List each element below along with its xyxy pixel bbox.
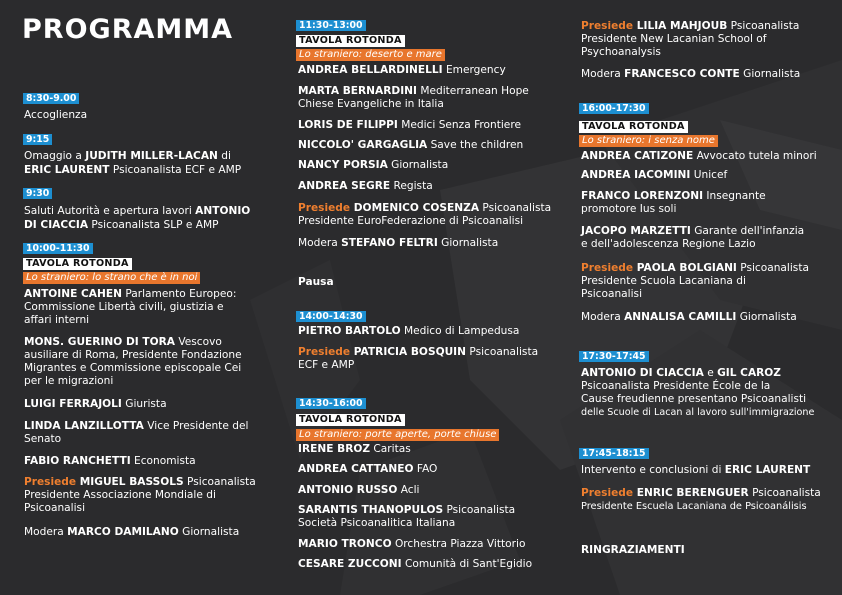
chair-role: Presidente Associazione Mondiale di <box>24 489 216 501</box>
session-text: DI CIACCIA Psicoanalista SLP e AMP <box>24 219 219 231</box>
speaker: MARIO TRONCO Orchestra Piazza Vittorio <box>298 538 526 550</box>
speaker-role: affari interni <box>24 314 90 326</box>
chair: Presiede ENRIC BERENGUER Psicoanalista <box>581 487 821 499</box>
speaker: MONS. GUERINO DI TORA Vescovo <box>24 336 222 348</box>
speaker: ANDREA CATTANEO FAO <box>298 463 438 475</box>
session-text: Saluti Autorità e apertura lavori ANTONIO <box>24 205 251 217</box>
round-table-subtitle: Lo straniero: i senza nome <box>579 135 718 147</box>
session-text: Omaggio a JUDITH MILLER-LACAN di <box>24 150 231 162</box>
time-badge: 14:30-16:00 <box>296 398 366 409</box>
chair-role: Presidente New Lacanian School of <box>581 33 767 45</box>
time-badge: 17:30-17:45 <box>579 351 649 362</box>
speaker-role: Cause freudienne presentano Psicoanalisti <box>581 393 807 405</box>
speaker-role: per le migrazioni <box>24 375 114 387</box>
chair-role: Psychoanalysis <box>581 46 661 58</box>
speaker: ANTONIO RUSSO Acli <box>298 484 420 496</box>
round-table-subtitle: Lo straniero: deserto e mare <box>296 49 445 61</box>
round-table-label: TAVOLA ROTONDA <box>23 258 132 270</box>
time-badge: 9:15 <box>23 134 52 145</box>
time-badge: 17:45-18:15 <box>579 448 649 459</box>
chair: Presiede PATRICIA BOSQUIN Psicoanalista <box>298 346 539 358</box>
round-table-label: TAVOLA ROTONDA <box>296 414 405 426</box>
speaker-role: Società Psicoanalitica Italiana <box>298 517 456 529</box>
speaker: ANTOINE CAHEN Parlamento Europeo: <box>24 288 237 300</box>
chair-role: Presidente Scuola Lacaniana di <box>581 275 746 287</box>
moderator: Modera STEFANO FELTRI Giornalista <box>298 237 499 249</box>
time-badge: 16:00-17:30 <box>579 103 649 114</box>
speaker: MARTA BERNARDINI Mediterranean Hope <box>298 85 529 97</box>
speaker-role: delle Scuole di Lacan al lavoro sull'immigrazione <box>581 407 815 418</box>
round-table-label: TAVOLA ROTONDA <box>296 35 405 47</box>
speaker: FRANCO LORENZONI Insegnante <box>581 190 766 202</box>
page-title: PROGRAMMA <box>22 14 234 45</box>
round-table-subtitle: Lo straniero: lo strano che è in noi <box>23 272 200 284</box>
chair-role: Psicoanalisi <box>581 288 643 300</box>
round-table-label: TAVOLA ROTONDA <box>579 121 688 133</box>
moderator: Modera FRANCESCO CONTE Giornalista <box>581 68 801 80</box>
moderator: Modera ANNALISA CAMILLI Giornalista <box>581 311 797 323</box>
speaker: PIETRO BARTOLO Medico di Lampedusa <box>298 325 520 337</box>
speaker-role: Chiese Evangeliche in Italia <box>298 98 444 110</box>
speaker: LINDA LANZILLOTTA Vice Presidente del <box>24 420 249 432</box>
speaker: FABIO RANCHETTI Economista <box>24 455 196 467</box>
chair: Presiede PAOLA BOLGIANI Psicoanalista <box>581 262 809 274</box>
chair: Presiede MIGUEL BASSOLS Psicoanalista <box>24 476 256 488</box>
speaker: ANDREA IACOMINI Unicef <box>581 169 728 181</box>
time-badge: 11:30-13:00 <box>296 20 366 31</box>
speaker: ANDREA BELLARDINELLI Emergency <box>298 64 506 76</box>
chair-role: Psicoanalisi <box>24 502 86 514</box>
chair: Presiede LILIA MAHJOUB Psicoanalista <box>581 20 800 32</box>
speaker: CESARE ZUCCONI Comunità di Sant'Egidio <box>298 558 533 570</box>
chair-role: Presidente Escuela Lacaniana de Psicoanálisis <box>581 501 807 512</box>
speaker: NICCOLO' GARGAGLIA Save the children <box>298 139 524 151</box>
chair-role: ECF e AMP <box>298 359 355 371</box>
acknowledgements-heading: RINGRAZIAMENTI <box>581 544 685 556</box>
chair: Presiede DOMENICO COSENZA Psicoanalista <box>298 202 552 214</box>
speaker-role: e dell'adolescenza Regione Lazio <box>581 238 756 250</box>
speaker-role: Senato <box>24 433 62 445</box>
moderator: Modera MARCO DAMILANO Giornalista <box>24 526 240 538</box>
session-text: Intervento e conclusioni di ERIC LAURENT <box>581 464 811 476</box>
pause-label: Pausa <box>298 276 334 288</box>
time-badge: 14:00-14:30 <box>296 311 366 322</box>
speaker: ANDREA SEGRE Regista <box>298 180 433 192</box>
speaker-role: promotore Ius soli <box>581 203 677 215</box>
speaker: SARANTIS THANOPULOS Psicoanalista <box>298 504 516 516</box>
time-badge: 9:30 <box>23 188 52 199</box>
time-badge: 8:30-9.00 <box>23 93 79 104</box>
speaker: NANCY PORSIA Giornalista <box>298 159 449 171</box>
session-text: Accoglienza <box>24 109 88 121</box>
speaker-role: Commissione Libertà civili, giustizia e <box>24 301 224 313</box>
speaker: LORIS DE FILIPPI Medici Senza Frontiere <box>298 119 521 131</box>
speaker-role: Migrantes e Commissione episcopale Cei <box>24 362 242 374</box>
speaker: IRENE BROZ Caritas <box>298 443 411 455</box>
round-table-subtitle: Lo straniero: porte aperte, porte chiuse <box>296 429 499 441</box>
time-badge: 10:00-11:30 <box>23 243 93 254</box>
session-text: ERIC LAURENT Psicoanalista ECF e AMP <box>24 164 242 176</box>
speaker: LUIGI FERRAJOLI Giurista <box>24 398 167 410</box>
speaker-role: ausiliare di Roma, Presidente Fondazione <box>24 349 242 361</box>
speaker: ANTONIO DI CIACCIA e GIL CAROZ <box>581 367 781 379</box>
speaker-role: Psicoanalista Presidente École de la <box>581 380 771 392</box>
chair-role: Presidente EuroFederazione di Psicoanalisi <box>298 215 524 227</box>
speaker: JACOPO MARZETTI Garante dell'infanzia <box>581 225 805 237</box>
speaker: ANDREA CATIZONE Avvocato tutela minori <box>581 150 817 162</box>
